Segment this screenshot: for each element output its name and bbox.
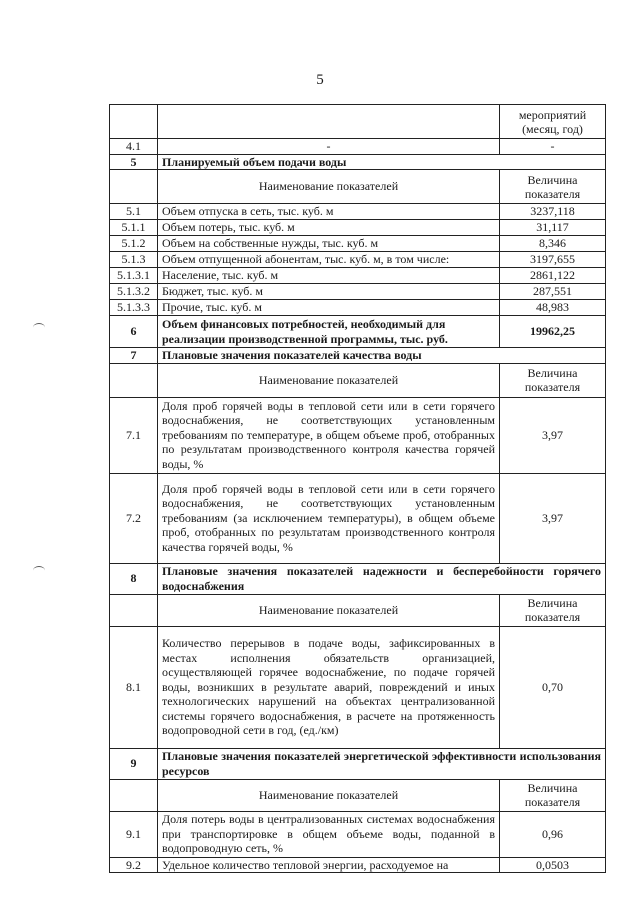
section-number: 6	[110, 316, 158, 348]
indicator-name: Население, тыс. куб. м	[158, 268, 500, 284]
row-number: 5.1.1	[110, 220, 158, 236]
row-number: 5.1.2	[110, 236, 158, 252]
column-header-value: Величина показателя	[500, 170, 606, 204]
header-row	[110, 594, 606, 626]
indicator-name: Доля проб горячей воды в тепловой сети или в сети горячего водоснабжения, не соответствующих установленным требованиям (за исключением температуры), в общем объеме проб, отобранных по результатам производственного контроля качества горячей воды, %	[158, 473, 500, 563]
column-header-name: Наименование показателей	[158, 363, 500, 397]
table-row	[110, 284, 606, 300]
row-number: 9.1	[110, 811, 158, 857]
row-number: 7.2	[110, 473, 158, 563]
table-row	[110, 268, 606, 284]
indicator-value: 19962,25	[500, 316, 606, 348]
indicator-value: -	[500, 139, 606, 155]
indicator-value: 3,97	[500, 473, 606, 563]
indicator-name: Объем финансовых потребностей, необходимый для реализации производственной программы, тыс. руб.	[158, 316, 500, 348]
page-number: 5	[316, 72, 324, 88]
indicator-value: 31,117	[500, 220, 606, 236]
row-number: 9.2	[110, 857, 158, 873]
section-title: Плановые значения показателей энергетической эффективности использования ресурсов	[158, 748, 606, 779]
indicator-value: 0,70	[500, 626, 606, 748]
indicator-value: 0,96	[500, 811, 606, 857]
section-row	[110, 154, 606, 170]
production-program-table	[109, 104, 606, 873]
column-header-value: Величина показателя	[500, 363, 606, 397]
indicator-name: -	[158, 139, 500, 155]
section-number: 8	[110, 563, 158, 594]
row-number	[110, 594, 158, 626]
row-number	[110, 779, 158, 811]
section-title: Плановые значения показателей надежности и бесперебойности горячего водоснабжения	[158, 563, 606, 594]
value-column-header: мероприятий (месяц, год)	[500, 105, 606, 139]
indicator-value: 0,0503	[500, 857, 606, 873]
indicator-name	[158, 105, 500, 139]
section-row	[110, 348, 606, 364]
column-header-value: Величина показателя	[500, 594, 606, 626]
table-row	[110, 397, 606, 473]
section-number: 9	[110, 748, 158, 779]
table-row	[110, 473, 606, 563]
indicator-value: 3237,118	[500, 204, 606, 220]
section-title: Плановые значения показателей качества воды	[158, 348, 606, 364]
header-row	[110, 170, 606, 204]
indicator-name: Объем на собственные нужды, тыс. куб. м	[158, 236, 500, 252]
column-header-name: Наименование показателей	[158, 170, 500, 204]
row-number	[110, 105, 158, 139]
table-row	[110, 236, 606, 252]
indicator-name: Объем отпущенной абонентам, тыс. куб. м, в том числе:	[158, 252, 500, 268]
indicator-name: Объем потерь, тыс. куб. м	[158, 220, 500, 236]
column-header-value: Величина показателя	[500, 779, 606, 811]
scan-mark	[33, 566, 45, 575]
column-header-name: Наименование показателей	[158, 594, 500, 626]
row-number: 8.1	[110, 626, 158, 748]
table-row	[110, 252, 606, 268]
indicator-value: 287,551	[500, 284, 606, 300]
indicator-name: Доля проб горячей воды в тепловой сети или в сети горячего водоснабжения, не соответствующих установленным требованиям по температуре, в общем объеме проб, отобранных по результатам производственного контроля качества горячей воды, %	[158, 397, 500, 473]
row-number: 5.1.3.2	[110, 284, 158, 300]
row-number	[110, 170, 158, 204]
section-title: Планируемый объем подачи воды	[158, 154, 606, 170]
row-number: 5.1.3.3	[110, 300, 158, 316]
indicator-name: Доля потерь воды в централизованных системах водоснабжения при транспортировке в общем объеме воды, поданной в водопроводную сеть, %	[158, 811, 500, 857]
header-row	[110, 363, 606, 397]
indicator-value: 3,97	[500, 397, 606, 473]
indicator-value: 48,983	[500, 300, 606, 316]
section-row	[110, 748, 606, 779]
table-row	[110, 300, 606, 316]
table-row	[110, 857, 606, 873]
row-number: 5.1.3.1	[110, 268, 158, 284]
indicator-name: Количество перерывов в подаче воды, зафиксированных в местах исполнения обязательств организацией, осуществляющей горячее водоснабжение, по подаче горячей воды, возникших в результате аварий, повреждений и иных технологических нарушений на объектах централизованной системы горячего водоснабжения, в расчете на протяженность водопроводной сети в год, (ед./км)	[158, 626, 500, 748]
table-row	[110, 220, 606, 236]
row-number: 7.1	[110, 397, 158, 473]
table-row	[110, 626, 606, 748]
table-row	[110, 139, 606, 155]
indicator-name: Удельное количество тепловой энергии, расходуемое на	[158, 857, 500, 873]
column-header-name: Наименование показателей	[158, 779, 500, 811]
table-row	[110, 316, 606, 348]
table-row	[110, 811, 606, 857]
row-number: 4.1	[110, 139, 158, 155]
indicator-name: Объем отпуска в сеть, тыс. куб. м	[158, 204, 500, 220]
indicator-name: Прочие, тыс. куб. м	[158, 300, 500, 316]
table-row	[110, 204, 606, 220]
header-row	[110, 779, 606, 811]
indicator-value: 3197,655	[500, 252, 606, 268]
indicator-value: 2861,122	[500, 268, 606, 284]
row-number	[110, 363, 158, 397]
table-row	[110, 105, 606, 139]
indicator-name: Бюджет, тыс. куб. м	[158, 284, 500, 300]
row-number: 5.1.3	[110, 252, 158, 268]
scan-mark	[33, 323, 45, 332]
indicator-value: 8,346	[500, 236, 606, 252]
section-number: 7	[110, 348, 158, 364]
section-row	[110, 563, 606, 594]
row-number: 5.1	[110, 204, 158, 220]
section-number: 5	[110, 154, 158, 170]
